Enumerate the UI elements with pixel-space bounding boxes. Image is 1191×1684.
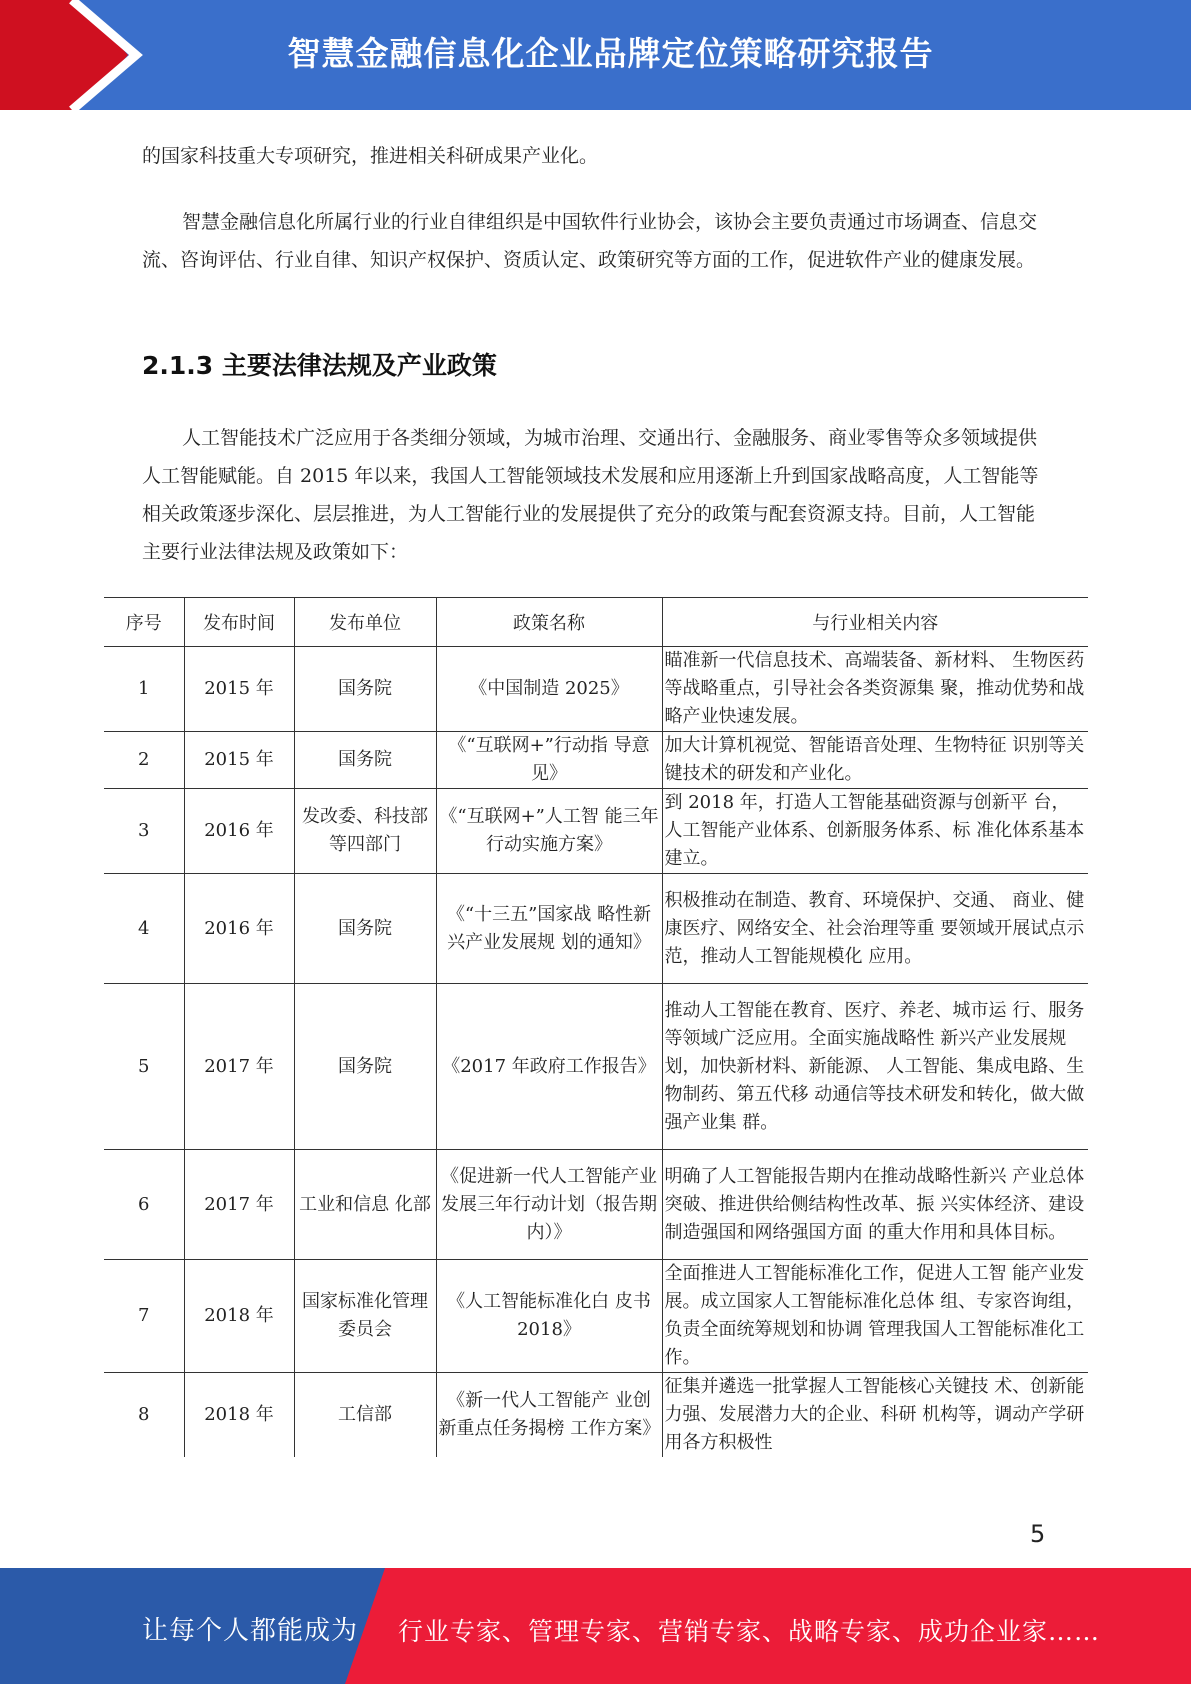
footer-slogan-right: 行业专家、管理专家、营销专家、战略专家、成功企业家…… [398,1617,1101,1646]
cell-index: 3 [104,789,184,874]
cell-index: 1 [104,647,184,732]
header-content: 与行业相关内容 [662,598,1088,647]
cell-policy-name: 《促进新一代人工智能产业发展三年行动计划（报告期内）》 [436,1150,662,1260]
header-date: 发布时间 [184,598,294,647]
cell-issuer: 工业和信息 化部 [294,1150,436,1260]
table-row [104,732,1088,789]
cell-content: 到 2018 年，打造人工智能基础资源与创新平 台，人工智能产业体系、创新服务体系、标 准化体系基本建立。 [662,789,1088,874]
cell-date: 2017 年 [184,984,294,1150]
table-row [104,789,1088,874]
cell-issuer: 国务院 [294,732,436,789]
footer-slogan-left: 让每个人都能成为 [142,1616,359,1646]
cell-issuer: 国家标准化管理委员会 [294,1260,436,1373]
cell-index: 5 [104,984,184,1150]
header-issuer: 发布单位 [294,598,436,647]
paragraph-intro: 的国家科技重大专项研究，推进相关科研成果产业化。 [142,145,599,167]
cell-content: 推动人工智能在教育、医疗、养老、城市运 行、服务等领域广泛应用。全面实施战略性 新兴产业发展规划，加快新材料、新能源、 人工智能、集成电路、生物制药、第五代移 动通信等技术研发和转化，做大做强产业集 群。 [662,984,1088,1150]
cell-content: 瞄准新一代信息技术、高端装备、新材料、 生物医药等战略重点，引导社会各类资源集 聚，推动优势和战略产业快速发展。 [662,647,1088,732]
cell-issuer: 国务院 [294,647,436,732]
table-row [104,1260,1088,1373]
cell-index: 4 [104,874,184,984]
section-heading: 2.1.3 主要法律法规及产业政策 [142,351,497,380]
page-number: 5 [1030,1520,1046,1548]
cell-issuer: 工信部 [294,1373,436,1458]
header-index: 序号 [104,598,184,647]
cell-issuer: 发改委、科技部等四部门 [294,789,436,874]
policy-table [104,597,1088,1457]
cell-content: 征集并遴选一批掌握人工智能核心关键技 术、创新能力强、发展潜力大的企业、科研 机构等，调动产学研用各方积极性 [662,1373,1088,1458]
cell-date: 2017 年 [184,1150,294,1260]
cell-date: 2018 年 [184,1260,294,1373]
table-row [104,874,1088,984]
paragraph-policy-intro: 人工智能技术广泛应用于各类细分领域，为城市治理、交通出行、金融服务、商业零售等众多领域提供人工智能赋能。自 2015 年以来，我国人工智能领域技术发展和应用逐渐上升到国家战略高度，人工智能等相关政策逐步深化、层层推进，为人工智能行业的发展提供了充分的政策与配套资源支持。目前，人工智能主要行业法律法规及政策如下： [142,427,1039,563]
cell-policy-name: 《2017 年政府工作报告》 [436,984,662,1150]
table-row [104,647,1088,732]
cell-policy-name: 《“十三五”国家战 略性新兴产业发展规 划的通知》 [436,874,662,984]
paragraph-association: 智慧金融信息化所属行业的行业自律组织是中国软件行业协会，该协会主要负责通过市场调查、信息交流、咨询评估、行业自律、知识产权保护、资质认定、政策研究等方面的工作，促进软件产业的健康发展。 [142,211,1038,271]
table-row [104,984,1088,1150]
cell-index: 6 [104,1150,184,1260]
footer-banner [0,1568,1191,1684]
cell-content: 加大计算机视觉、智能语音处理、生物特征 识别等关键技术的研发和产业化。 [662,732,1088,789]
cell-policy-name: 《“互联网+”行动指 导意见》 [436,732,662,789]
header-policy-name: 政策名称 [436,598,662,647]
cell-issuer: 国务院 [294,984,436,1150]
cell-policy-name: 《中国制造 2025》 [436,647,662,732]
cell-index: 8 [138,1404,150,1425]
cell-date: 2018 年 [184,1373,294,1458]
cell-index: 7 [104,1260,184,1373]
cell-policy-name: 《新一代人工智能产 业创新重点任务揭榜 工作方案》 [436,1373,662,1458]
cell-issuer: 国务院 [294,874,436,984]
cell-date: 2015 年 [184,647,294,732]
header-banner [0,0,1191,110]
cell-index: 2 [104,732,184,789]
cell-date: 2015 年 [184,732,294,789]
cell-content: 明确了人工智能报告期内在推动战略性新兴 产业总体突破、推进供给侧结构性改革、振 兴实体经济、建设制造强国和网络强国方面 的重大作用和具体目标。 [662,1150,1088,1260]
cell-content: 全面推进人工智能标准化工作，促进人工智 能产业发展。成立国家人工智能标准化总体 组、专家咨询组，负责全面统筹规划和协调 管理我国人工智能标准化工作。 [662,1260,1088,1373]
table-row [104,1150,1088,1260]
cell-policy-name: 《“互联网+”人工智 能三年行动实施方案》 [436,789,662,874]
report-title: 智慧金融信息化企业品牌定位策略研究报告 [287,34,934,73]
table-header-row [104,598,1088,647]
table-row [104,1373,1088,1458]
cell-policy-name: 《人工智能标准化白 皮书 2018》 [436,1260,662,1373]
cell-date: 2016 年 [184,874,294,984]
cell-content: 积极推动在制造、教育、环境保护、交通、 商业、健康医疗、网络安全、社会治理等重 要领域开展试点示范，推动人工智能规模化 应用。 [662,874,1088,984]
cell-date: 2016 年 [184,789,294,874]
